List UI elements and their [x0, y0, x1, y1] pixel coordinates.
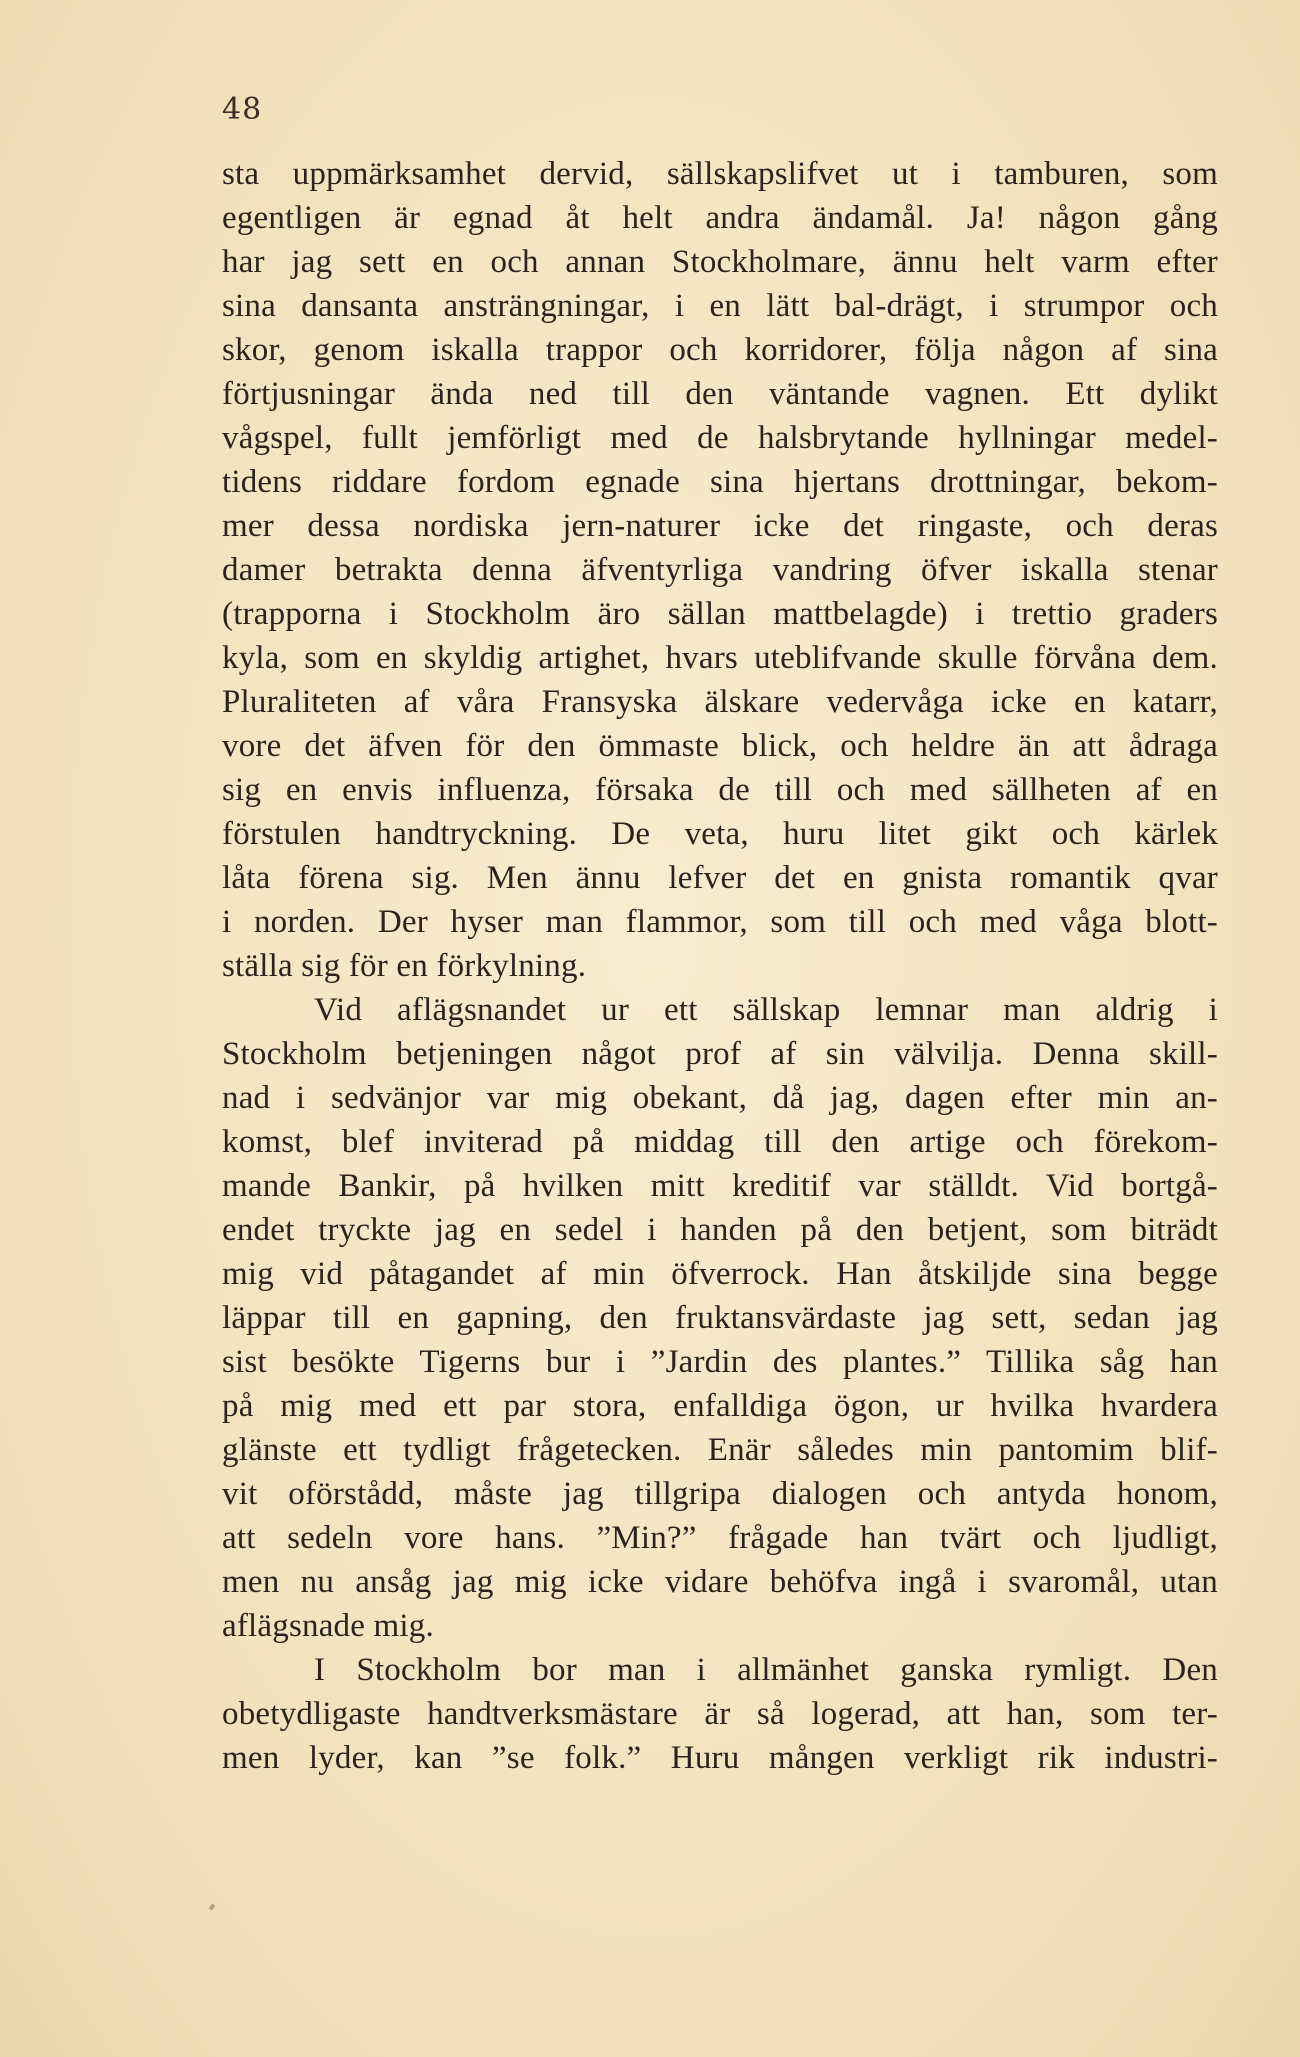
text-line: endet tryckte jag en sedel i handen på den betjent, som biträdt: [222, 1212, 1218, 1248]
text-line: obetydligaste handtverksmästare är så logerad, att han, som ter-: [222, 1696, 1218, 1732]
text-line: vågspel, fullt jemförligt med de halsbrytande hyllningar medel-: [222, 420, 1218, 456]
text-line: kyla, som en skyldig artighet, hvars uteblifvande skulle förvåna dem.: [222, 640, 1218, 676]
text-line: sig en envis influenza, försaka de till och med sällheten af en: [222, 772, 1218, 808]
text-line: nad i sedvänjor var mig obekant, då jag, dagen efter min an-: [222, 1080, 1218, 1116]
paragraph-start-line: I Stockholm bor man i allmänhet ganska rymligt. Den: [314, 1652, 1218, 1688]
text-line: låta förena sig. Men ännu lefver det en gnista romantik qvar: [222, 860, 1218, 896]
text-line: förstulen handtryckning. De veta, huru litet gikt och kärlek: [222, 816, 1218, 852]
text-line: mig vid påtagandet af min öfverrock. Han åtskiljde sina begge: [222, 1256, 1218, 1292]
text-line: Pluraliteten af våra Fransyska älskare vedervåga icke en katarr,: [222, 684, 1218, 720]
text-line: komst, blef inviterad på middag till den artige och förekom-: [222, 1124, 1218, 1160]
text-line: förtjusningar ända ned till den väntande vagnen. Ett dylikt: [222, 376, 1218, 412]
text-line: på mig med ett par stora, enfalldiga ögon, ur hvilka hvardera: [222, 1388, 1218, 1424]
text-line: men lyder, kan ”se folk.” Huru mången verkligt rik industri-: [222, 1740, 1218, 1776]
text-line: har jag sett en och annan Stockholmare, ännu helt varm efter: [222, 244, 1218, 280]
paragraph-end-line: aflägsnade mig.: [222, 1608, 434, 1644]
text-line: damer betrakta denna äfventyrliga vandring öfver iskalla stenar: [222, 552, 1218, 588]
text-line: tidens riddare fordom egnade sina hjertans drottningar, bekom-: [222, 464, 1218, 500]
text-line: sina dansanta ansträngningar, i en lätt bal-drägt, i strumpor och: [222, 288, 1218, 324]
page-number: 48: [222, 92, 263, 127]
paper-speck: [209, 1903, 216, 1910]
text-line: sta uppmärksamhet dervid, sällskapslifvet ut i tamburen, som: [222, 156, 1218, 192]
text-line: men nu ansåg jag mig icke vidare behöfva ingå i svaromål, utan: [222, 1564, 1218, 1600]
text-line: (trapporna i Stockholm äro sällan mattbelagde) i trettio graders: [222, 596, 1218, 632]
text-line: vore det äfven för den ömmaste blick, och heldre än att ådraga: [222, 728, 1218, 764]
text-line: egentligen är egnad åt helt andra ändamål. Ja! någon gång: [222, 200, 1218, 236]
text-line: läppar till en gapning, den fruktansvärdaste jag sett, sedan jag: [222, 1300, 1218, 1336]
text-line: sist besökte Tigerns bur i ”Jardin des plantes.” Tillika såg han: [222, 1344, 1218, 1380]
text-line: vit oförstådd, måste jag tillgripa dialogen och antyda honom,: [222, 1476, 1218, 1512]
text-line: mande Bankir, på hvilken mitt kreditif var ställdt. Vid bortgå-: [222, 1168, 1218, 1204]
text-line: att sedeln vore hans. ”Min?” frågade han tvärt och ljudligt,: [222, 1520, 1218, 1556]
text-line: i norden. Der hyser man flammor, som till och med våga blott-: [222, 904, 1218, 940]
text-line: skor, genom iskalla trappor och korridorer, följa någon af sina: [222, 332, 1218, 368]
body-text: [222, 152, 1218, 1780]
text-line: glänste ett tydligt frågetecken. Enär således min pantomim blif-: [222, 1432, 1218, 1468]
text-line: Stockholm betjeningen något prof af sin välvilja. Denna skill-: [222, 1036, 1218, 1072]
paragraph-start-line: Vid aflägsnandet ur ett sällskap lemnar man aldrig i: [314, 992, 1218, 1028]
text-line: mer dessa nordiska jern-naturer icke det ringaste, och deras: [222, 508, 1218, 544]
paragraph-end-line: ställa sig för en förkylning.: [222, 948, 587, 984]
